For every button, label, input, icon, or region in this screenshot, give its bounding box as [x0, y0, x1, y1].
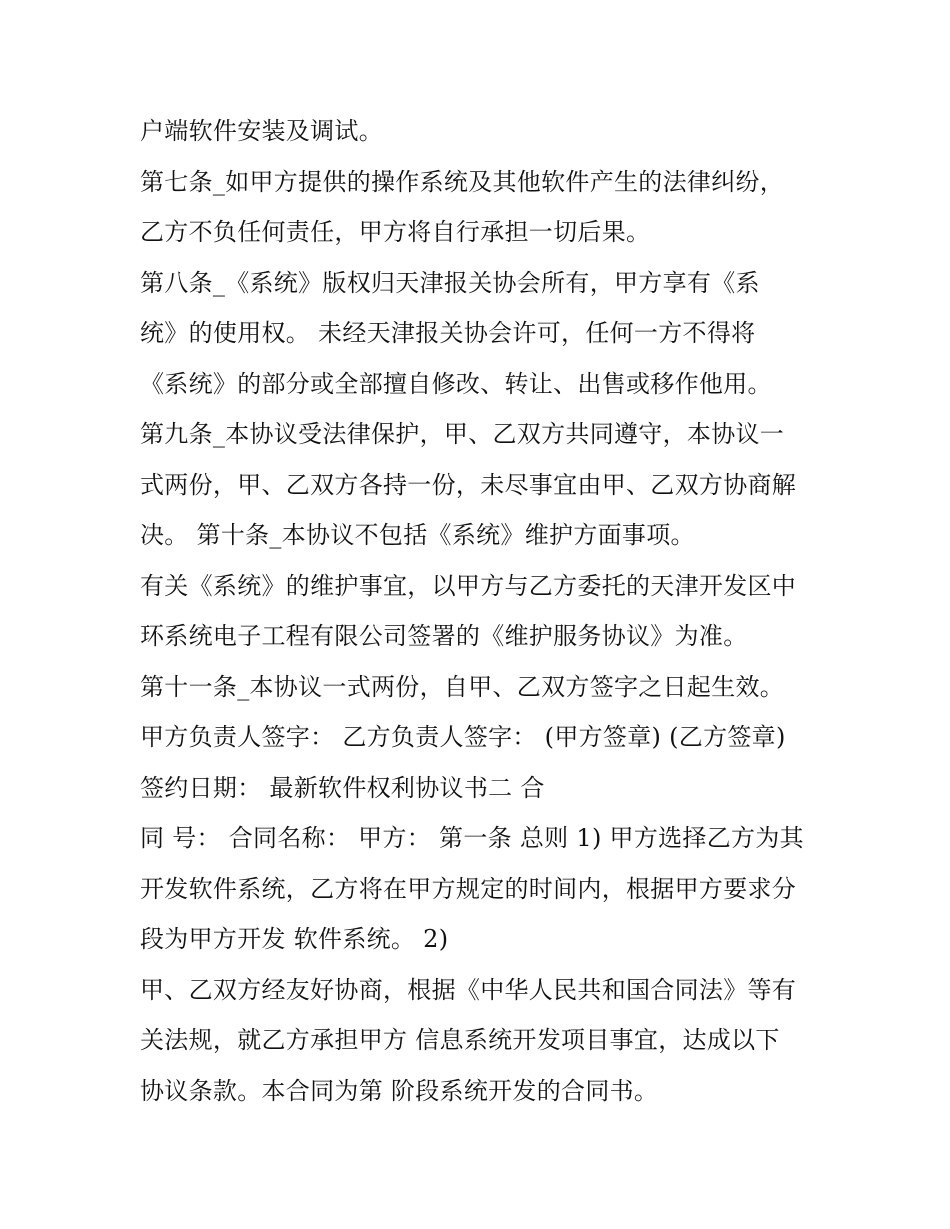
text-line: 甲、乙双方经友好协商，根据《中华人民共和国合同法》等有	[140, 975, 797, 1004]
text-line: 有关《系统》的维护事宜，以甲方与乙方委托的天津开发区中	[140, 571, 797, 600]
signature-line: 甲方负责人签字： 乙方负责人签字： (甲方签章) (乙方签章)	[140, 723, 786, 751]
text-line: 统》的使用权。 未经天津报关协会许可，任何一方不得将	[140, 319, 756, 347]
text-line: 第十一条_本协议一式两份，自甲、乙双方签字之日起生效。	[140, 672, 785, 701]
text-line: 第九条_本协议受法律保护，甲、乙双方共同遵守，本协议一	[140, 420, 785, 448]
text-line: 乙方不负任何责任，甲方将自行承担一切后果。	[140, 218, 651, 246]
text-line: 签约日期： 最新软件权利协议书二 合	[140, 773, 545, 802]
text-line: 第八条_《系统》版权归天津报关协会所有，甲方享有《系	[140, 268, 760, 297]
text-line: 式两份，甲、乙双方各持一份，未尽事宜由甲、乙双方协商解	[140, 470, 797, 499]
text-line: 环系统电子工程有限公司签署的《维护服务协议》为准。	[140, 622, 748, 650]
text-line: 《系统》的部分或全部擅自修改、转让、出售或移作他用。	[140, 369, 772, 398]
text-line: 协议条款。本合同为第 阶段系统开发的合同书。	[140, 1076, 659, 1105]
text-line: 开发软件系统，乙方将在甲方规定的时间内，根据甲方要求分	[140, 874, 797, 903]
text-line: 关法规，就乙方承担甲方 信息系统开发项目事宜，达成以下	[140, 1026, 780, 1054]
text-line: 同 号： 合同名称： 甲方： 第一条 总则 1) 甲方选择乙方为其	[140, 824, 804, 852]
text-line: 户端软件安装及调试。	[140, 117, 383, 145]
text-line: 段为甲方开发 软件系统。 2)	[140, 925, 449, 953]
text-line: 决。 第十条_本协议不包括《系统》维护方面事项。	[140, 521, 695, 549]
document-body	[140, 106, 840, 1116]
text-line: 第七条_如甲方提供的操作系统及其他软件产生的法律纠纷，	[140, 167, 785, 196]
